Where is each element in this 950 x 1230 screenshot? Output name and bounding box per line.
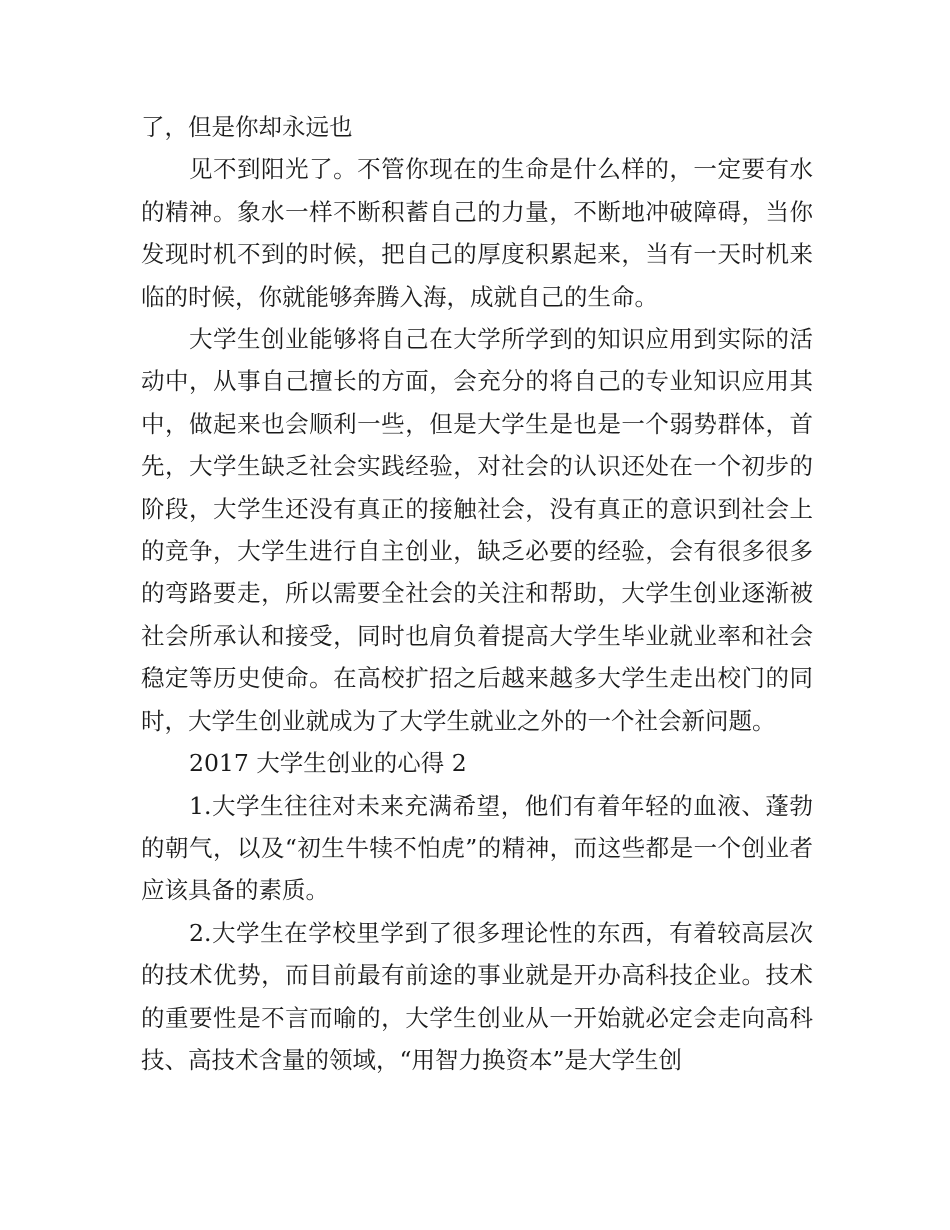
paragraph-water-spirit: 见不到阳光了。不管你现在的生命是什么样的，一定要有水的精神。象水一样不断积蓄自己的力量，不断地冲破障碍，当你发现时机不到的时候，把自己的厚度积累起来，当有一天时机来临的时候，你就能够奔腾入海，成就自己的生命。 bbox=[141, 155, 813, 311]
paragraph-continuation: 了，但是你却永远也 bbox=[141, 113, 353, 141]
list-item-2: 2.大学生在学校里学到了很多理论性的东西，有着较高层次的技术优势，而目前最有前途的事业就是开办高科技企业。技术的重要性是不言而喻的，大学生创业从一开始就必定会走向高科技、高技术含量的领域，“用智力换资本”是大学生创 bbox=[141, 918, 813, 1074]
document-body bbox=[141, 106, 813, 1081]
section-heading: 2017 大学生创业的心得 2 bbox=[189, 749, 467, 778]
paragraph-student-entrepreneurship: 大学生创业能够将自己在大学所学到的知识应用到实际的活动中，从事自己擅长的方面，会充分的将自己的专业知识应用其中，做起来也会顺利一些，但是大学生是也是一个弱势群体，首先，大学生缺乏社会实践经验，对社会的认识还处在一个初步的阶段，大学生还没有真正的接触社会，没有真正的意识到社会上的竞争，大学生进行自主创业，缺乏必要的经验，会有很多很多的弯路要走，所以需要全社会的关注和帮助，大学生创业逐渐被社会所承认和接受，同时也肩负着提高大学生毕业就业率和社会稳定等历史使命。在高校扩招之后越来越多大学生走出校门的同时，大学生创业就成为了大学生就业之外的一个社会新问题。 bbox=[141, 325, 813, 735]
list-item-1: 1.大学生往往对未来充满希望，他们有着年轻的血液、蓬勃的朝气，以及“初生牛犊不怕虎”的精神，而这些都是一个创业者应该具备的素质。 bbox=[141, 791, 813, 905]
